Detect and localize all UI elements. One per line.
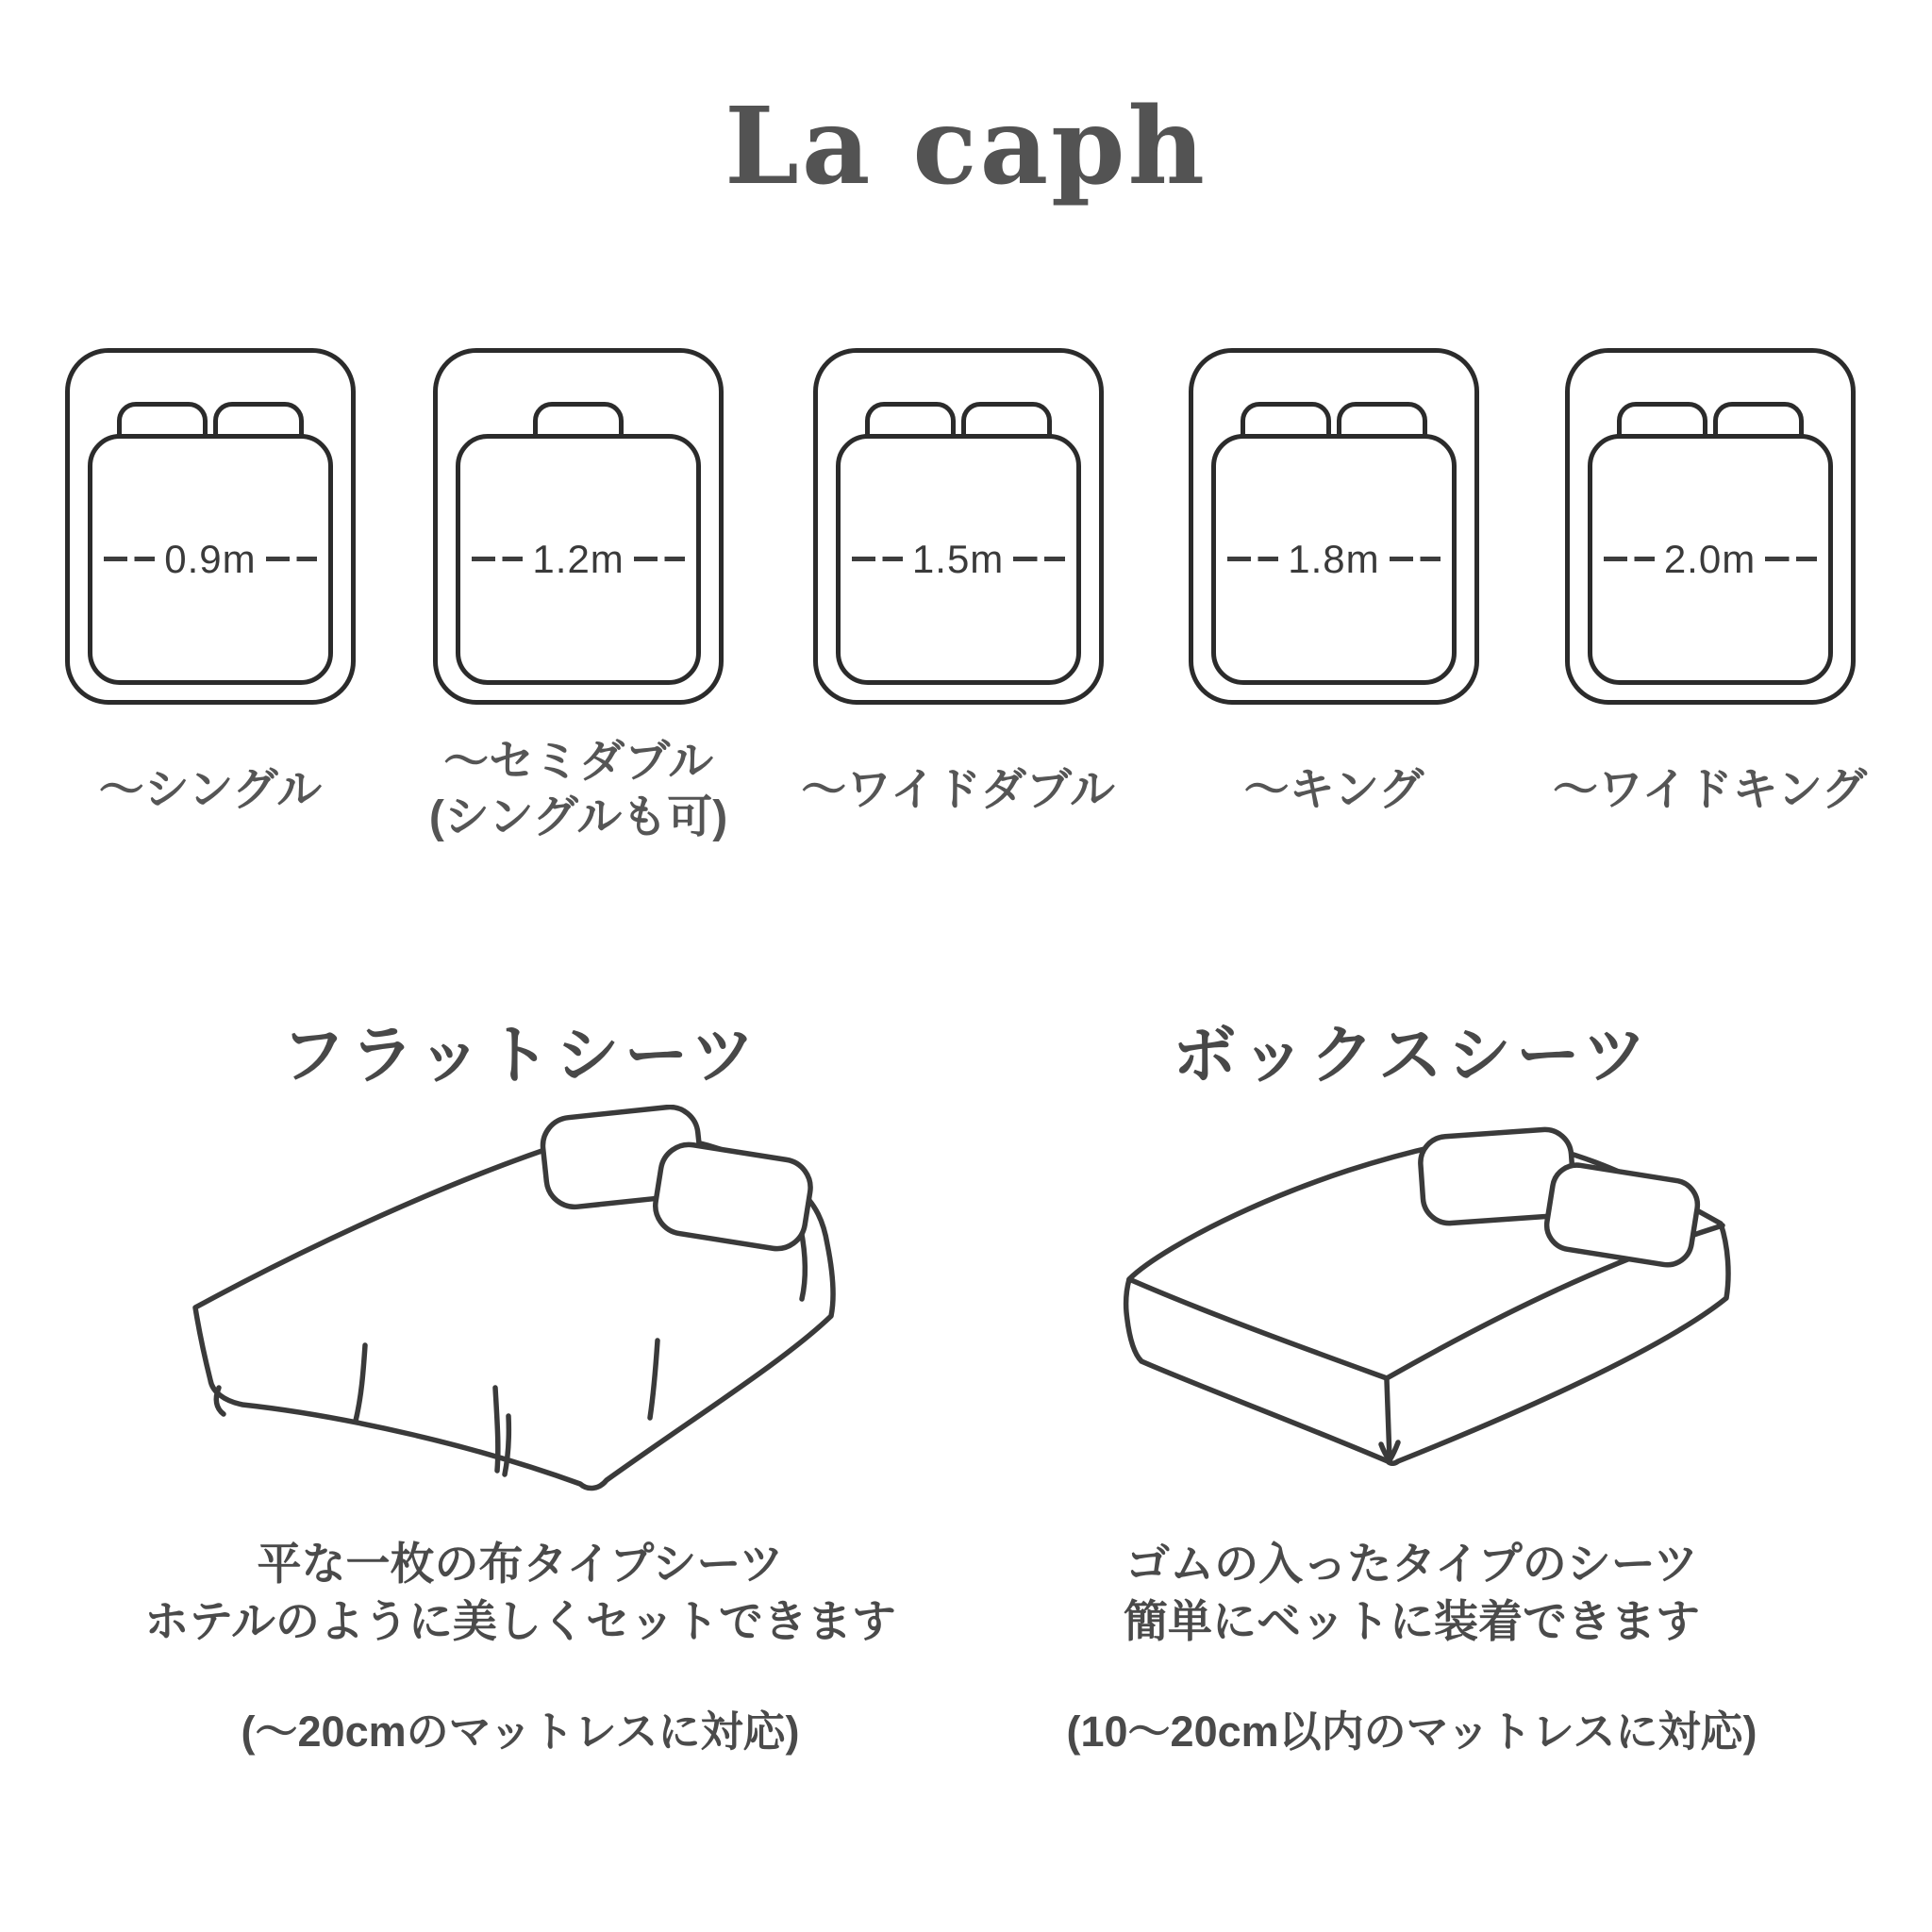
- box-sheet-description-line: ゴムの入ったタイプのシーツ: [1125, 1538, 1698, 1589]
- sheet-types-row: [0, 1019, 1932, 1758]
- bed-size-label: [99, 729, 322, 852]
- flat-sheet-description-line: ホテルのように美しくセットできます: [144, 1595, 896, 1646]
- measure-dash-left: [472, 557, 523, 561]
- measure-dash-right: [634, 557, 685, 561]
- box-sheet-bed-illustration: [1021, 1105, 1804, 1520]
- bed-width-value: 2.0m: [1663, 536, 1757, 581]
- bed-size-item-semi-double: [429, 348, 727, 852]
- bed-width-value: 1.5m: [911, 536, 1005, 581]
- measure-dash-left: [104, 557, 155, 561]
- measure-dash-left: [852, 557, 903, 561]
- bed-size-label-line: 〜ワイドキング: [1552, 764, 1868, 815]
- bed-size-label-line: 〜ワイドダブル: [801, 764, 1115, 815]
- bed-size-item-single: [65, 348, 356, 852]
- bed-size-label: [1244, 729, 1424, 852]
- bed-width-value: 1.2m: [532, 536, 625, 581]
- bed-size-label-line: (シングルも可): [428, 791, 728, 842]
- flat-sheet-bed-illustration: [129, 1105, 912, 1520]
- bed-width-value: 1.8m: [1288, 536, 1380, 581]
- box-sheet-section: [985, 1019, 1839, 1758]
- bed-size-item-wide-double: [801, 348, 1115, 852]
- width-measurement: [104, 536, 317, 581]
- flat-sheet-description: [144, 1535, 896, 1650]
- bed-size-label: [801, 729, 1115, 852]
- bed-top-view-diagram: [813, 348, 1104, 705]
- flat-sheet-note: (〜20cmのマットレスに対応): [241, 1707, 800, 1756]
- measure-dash-right: [1765, 557, 1816, 561]
- bed-size-label-line: 〜セミダブル: [443, 737, 714, 788]
- box-sheet-description: [1124, 1535, 1700, 1650]
- bed-top-view-diagram: [65, 348, 356, 705]
- width-measurement: [1227, 536, 1441, 581]
- measure-dash-right: [1013, 557, 1064, 561]
- bed-size-item-king: [1189, 348, 1479, 852]
- flat-sheet-section: [93, 1019, 947, 1758]
- brand-title: La caph: [724, 85, 1208, 208]
- bed-size-item-wide-king: [1553, 348, 1867, 852]
- bed-sizes-row: [0, 348, 1932, 852]
- bed-top-view-diagram: [433, 348, 724, 705]
- box-sheet-heading: ボックスシーツ: [1172, 1019, 1652, 1091]
- measure-dash-left: [1227, 557, 1278, 561]
- measure-dash-right: [1390, 557, 1441, 561]
- flat-sheet-heading: フラットシーツ: [281, 1019, 759, 1091]
- bed-size-label-line: 〜シングル: [98, 764, 323, 815]
- width-measurement: [852, 536, 1065, 581]
- flat-sheet-description-line: 平な一枚の布タイプシーツ: [257, 1538, 784, 1589]
- bed-top-view-diagram: [1565, 348, 1856, 705]
- width-measurement: [472, 536, 685, 581]
- bed-size-label: [429, 729, 727, 852]
- bed-size-label: [1553, 729, 1867, 852]
- bed-size-label-line: 〜キング: [1243, 764, 1424, 815]
- bed-width-value: 0.9m: [164, 536, 257, 581]
- bed-top-view-diagram: [1189, 348, 1479, 705]
- measure-dash-left: [1604, 557, 1655, 561]
- measure-dash-right: [266, 557, 317, 561]
- width-measurement: [1604, 536, 1817, 581]
- box-sheet-description-line: 簡単にベットに装着できます: [1124, 1595, 1700, 1646]
- box-sheet-note: (10〜20cm以内のマットレスに対応): [1066, 1707, 1757, 1756]
